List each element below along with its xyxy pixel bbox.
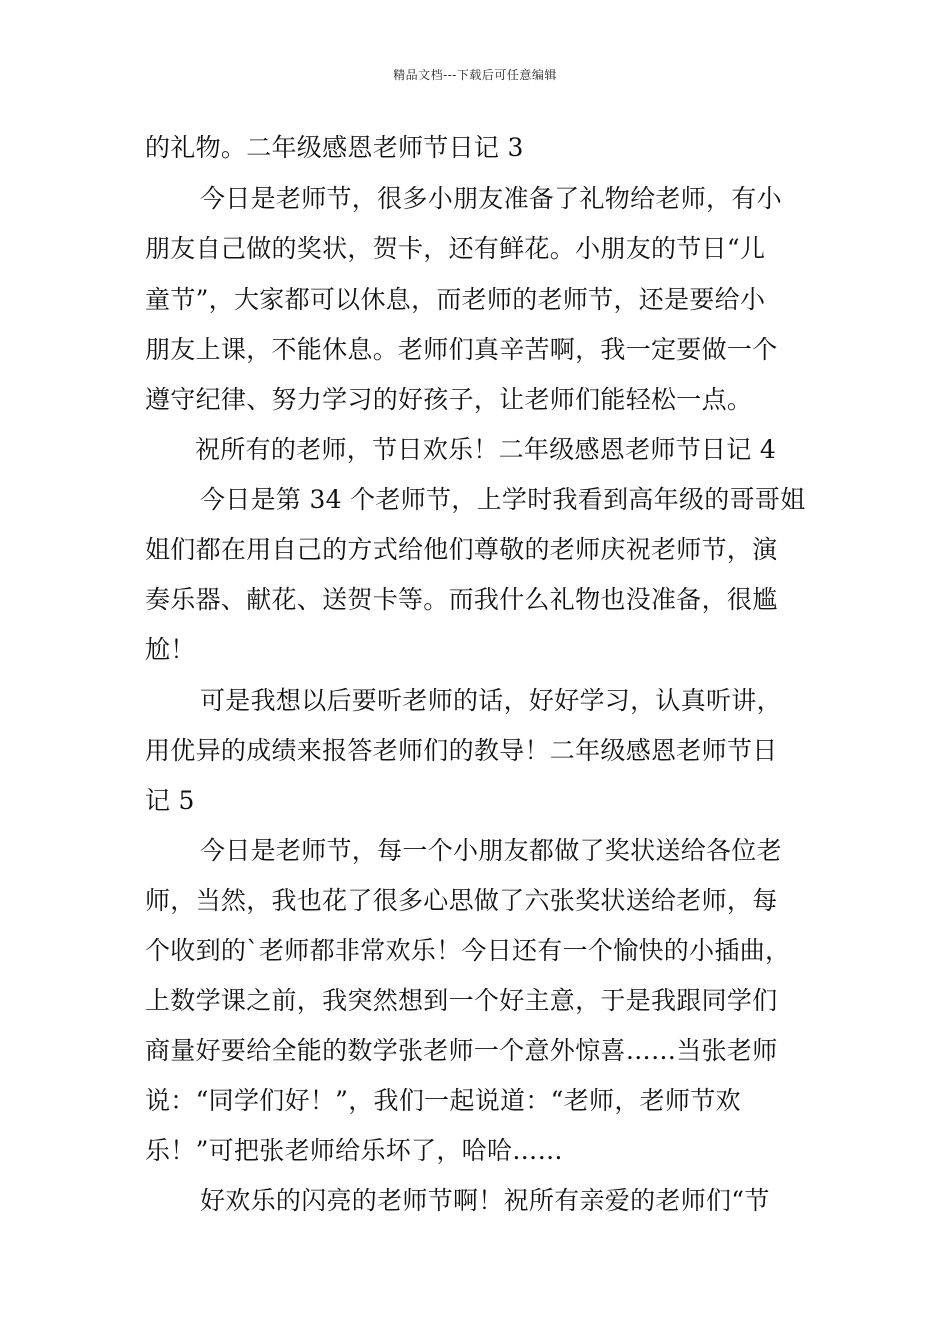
text-line: 商量好要给全能的数学张老师一个意外惊喜……当张老师 [145,1036,778,1065]
text-line: 遵守纪律、努力学习的好孩子，让老师们能轻松一点。 [145,385,753,414]
text-line: 今日是第 34 个老师节，上学时我看到高年级的哥哥姐 [200,485,806,514]
text-line: 个收到的`老师都非常欢乐！今日还有一个愉快的小插曲， [145,936,791,965]
text-line: 姐们都在用自己的方式给他们尊敬的老师庆祝老师节，演 [145,535,778,564]
text-line: 师，当然，我也花了很多心思做了六张奖状送给老师，每 [145,886,778,915]
text-line: 用优异的成绩来报答老师们的教导！二年级感恩老师节日 [145,736,778,765]
text-line: 记 5 [145,786,195,815]
text-line: 今日是老师节，很多小朋友准备了礼物给老师，有小 [200,184,782,213]
text-line: 尬！ [145,635,196,664]
text-line: 童节”，大家都可以休息，而老师的老师节，还是要给小 [145,285,766,314]
text-line: 朋友上课，不能休息。老师们真辛苦啊，我一定要做一个 [145,335,778,364]
text-line: 朋友自己做的奖状，贺卡，还有鲜花。小朋友的节日“儿 [145,234,766,263]
text-line: 今日是老师节，每一个小朋友都做了奖状送给各位老 [200,836,782,865]
text-line: 的礼物。二年级感恩老师节日记 3 [145,133,524,162]
text-line: 好欢乐的闪亮的老师节啊！祝所有亲爱的老师们“节 [200,1186,770,1215]
text-line: 说：“同学们好！”，我们一起说道：“老师，老师节欢 [145,1086,741,1115]
text-line: 奏乐器、献花、送贺卡等。而我什么礼物也没准备，很尴 [145,585,778,614]
text-line: 上数学课之前，我突然想到一个好主意，于是我跟同学们 [145,986,778,1015]
page-header: 精品文档---下载后可任意编辑 [393,68,557,82]
text-line: 可是我想以后要听老师的话，好好学习，认真听讲， [200,686,782,715]
text-line: 乐！”可把张老师给乐坏了，哈哈…… [145,1136,563,1165]
text-line: 祝所有的老师，节日欢乐！二年级感恩老师节日记 4 [195,435,777,464]
